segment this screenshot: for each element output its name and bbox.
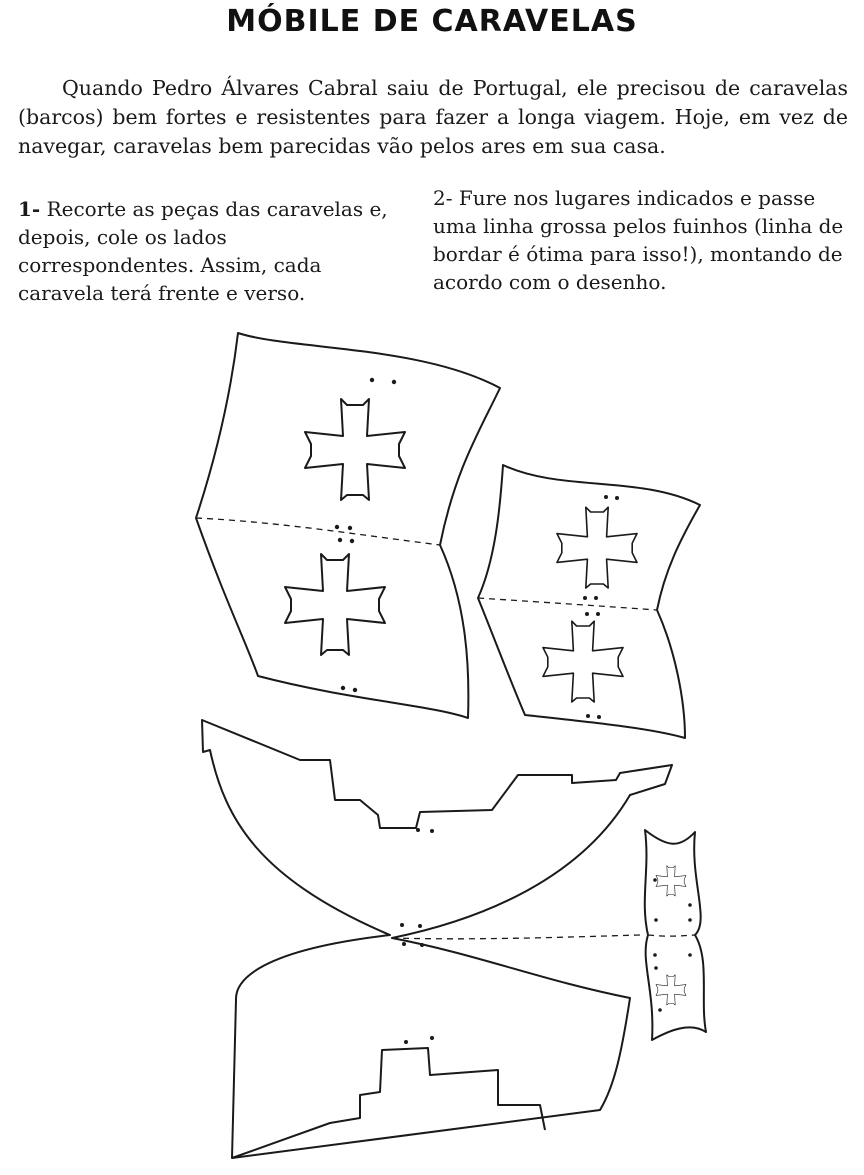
- step-2-number: 2-: [433, 186, 453, 210]
- caravel-cutout-drawing: [0, 300, 864, 1175]
- intro-paragraph: Quando Pedro Álvares Cabral saiu de Portugal, ele precisou de caravelas (barcos) bem fortes e resistentes para fazer a longa viagem. Hoje, em vez de navegar, caravelas bem parecidas vão pelos ares em sua casa.: [18, 76, 848, 158]
- cross-icon: [285, 554, 385, 655]
- large-sail-piece: [196, 333, 500, 718]
- step-2-text: Fure nos lugares indicados e passe uma linha grossa pelos fuinhos (linha de bordar é ótima para isso!), montando de acordo com o desenho.: [433, 186, 844, 294]
- pennant-piece: [645, 830, 706, 1040]
- step-1: [18, 195, 398, 307]
- cross-icon: [656, 975, 686, 1005]
- cross-icon: [656, 866, 686, 896]
- hull-piece: [202, 720, 672, 1158]
- small-sail-piece: [478, 465, 700, 738]
- step-2: [433, 184, 853, 296]
- cross-icon: [557, 507, 637, 588]
- page-title: MÓBILE DE CARAVELAS: [226, 4, 638, 39]
- cross-icon: [543, 621, 623, 702]
- step-1-text: Recorte as peças das caravelas e, depois, cole os lados correspondentes. Assim, cada caravela terá frente e verso.: [18, 197, 388, 305]
- step-1-number: 1-: [18, 197, 41, 221]
- cross-icon: [305, 399, 405, 500]
